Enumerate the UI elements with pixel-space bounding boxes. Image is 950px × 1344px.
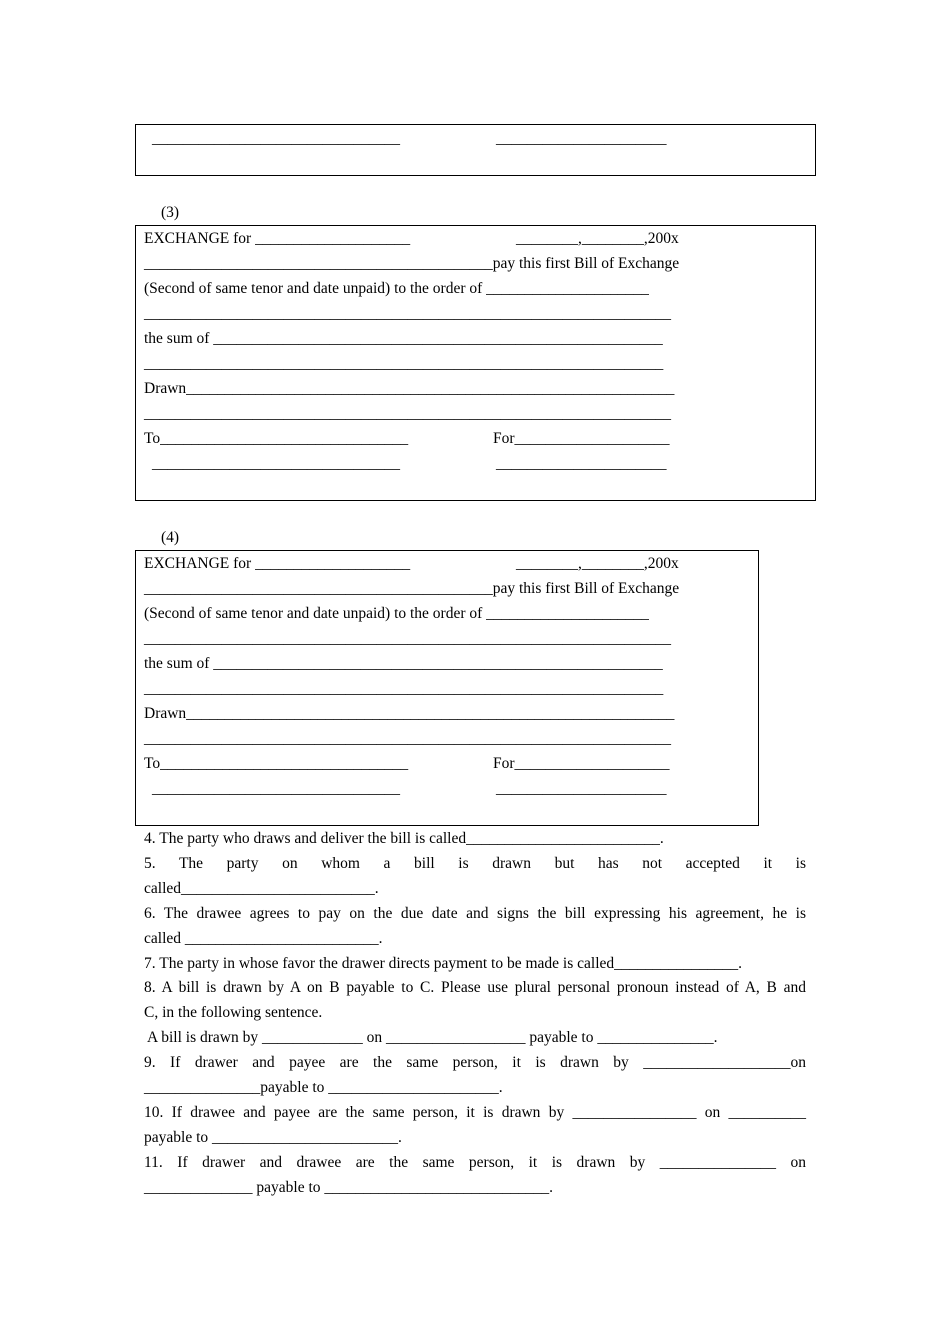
question-9-line-1: 9. If drawer and payee are the same person, it is drawn by ___________________on (144, 1054, 806, 1071)
bill-4-to-line: To________________________________ (144, 755, 409, 772)
bill-3-order-line: (Second of same tenor and date unpaid) to the order of _____________________ (144, 280, 649, 297)
bill-4-blank-line-2: ___________________________________________________________________ (144, 680, 664, 697)
bill-4-drawn-line: Drawn_______________________________________________________________ (144, 705, 675, 722)
bill-4-blank-line-1: ____________________________________________________________________ (144, 630, 671, 647)
bill-4-signature-left: ________________________________ (152, 780, 400, 797)
question-11-line-2: ______________ payable to _____________________________. (144, 1179, 554, 1196)
bill-3-signature-right: ______________________ (496, 455, 667, 472)
bill-3-signature-left: ________________________________ (152, 455, 400, 472)
bill-3-sum-line: the sum of __________________________________________________________ (144, 330, 663, 347)
bill-3-blank-line-3: ____________________________________________________________________ (144, 405, 671, 422)
question-8-line-1: 8. A bill is drawn by A on B payable to C. Please use plural personal pronoun instead of A, B and (144, 979, 806, 996)
question-5-line-2: called_________________________. (144, 880, 379, 897)
fragment-signature-left: ________________________________ (152, 130, 400, 147)
bill-4-date: ________,________,200x (516, 555, 679, 572)
question-6-line-2: called _________________________. (144, 930, 383, 947)
bill-4-pay-line: _____________________________________________pay this first Bill of Exchange (144, 580, 680, 597)
question-4: 4. The party who draws and deliver the bill is called_________________________. (144, 830, 664, 847)
question-11-line-1: 11. If drawer and drawee are the same person, it is drawn by _______________ on (144, 1154, 806, 1171)
question-5-line-1: 5. The party on whom a bill is drawn but has not accepted it is (144, 855, 806, 872)
question-10-line-1: 10. If drawee and payee are the same person, it is drawn by ________________ on __________ (144, 1104, 806, 1121)
bill-fragment-box (135, 124, 816, 176)
question-6-line-1: 6. The drawee agrees to pay on the due date and signs the bill expressing his agreement, he is (144, 905, 806, 922)
bill-3-pay-line: _____________________________________________pay this first Bill of Exchange (144, 255, 680, 272)
bill-3-exchange-for: EXCHANGE for ____________________ (144, 230, 411, 247)
bill-3-blank-line-1: ____________________________________________________________________ (144, 305, 671, 322)
question-10-line-2: payable to ________________________. (144, 1129, 402, 1146)
bill-3-for-line: For____________________ (493, 430, 670, 447)
bill-4-blank-line-3: ____________________________________________________________________ (144, 730, 671, 747)
bill-3-drawn-line: Drawn_______________________________________________________________ (144, 380, 675, 397)
bill-4-order-line: (Second of same tenor and date unpaid) to the order of _____________________ (144, 605, 649, 622)
question-8-line-3: A bill is drawn by _____________ on __________________ payable to _______________. (144, 1029, 718, 1046)
bill-4-box (135, 550, 759, 826)
bill-3-date: ________,________,200x (516, 230, 679, 247)
bill-4-number: (4) (161, 529, 180, 546)
bill-4-signature-right: ______________________ (496, 780, 667, 797)
bill-4-for-line: For____________________ (493, 755, 670, 772)
bill-3-to-line: To________________________________ (144, 430, 409, 447)
bill-3-number: (3) (161, 204, 180, 221)
bill-3-blank-line-2: ___________________________________________________________________ (144, 355, 664, 372)
bill-4-exchange-for: EXCHANGE for ____________________ (144, 555, 411, 572)
fragment-signature-right: ______________________ (496, 130, 667, 147)
question-7: 7. The party in whose favor the drawer directs payment to be made is called________________. (144, 955, 743, 972)
question-9-line-2: _______________payable to ______________________. (144, 1079, 503, 1096)
question-8-line-2: C, in the following sentence. (144, 1004, 323, 1021)
bill-3-box (135, 225, 816, 501)
bill-4-sum-line: the sum of __________________________________________________________ (144, 655, 663, 672)
